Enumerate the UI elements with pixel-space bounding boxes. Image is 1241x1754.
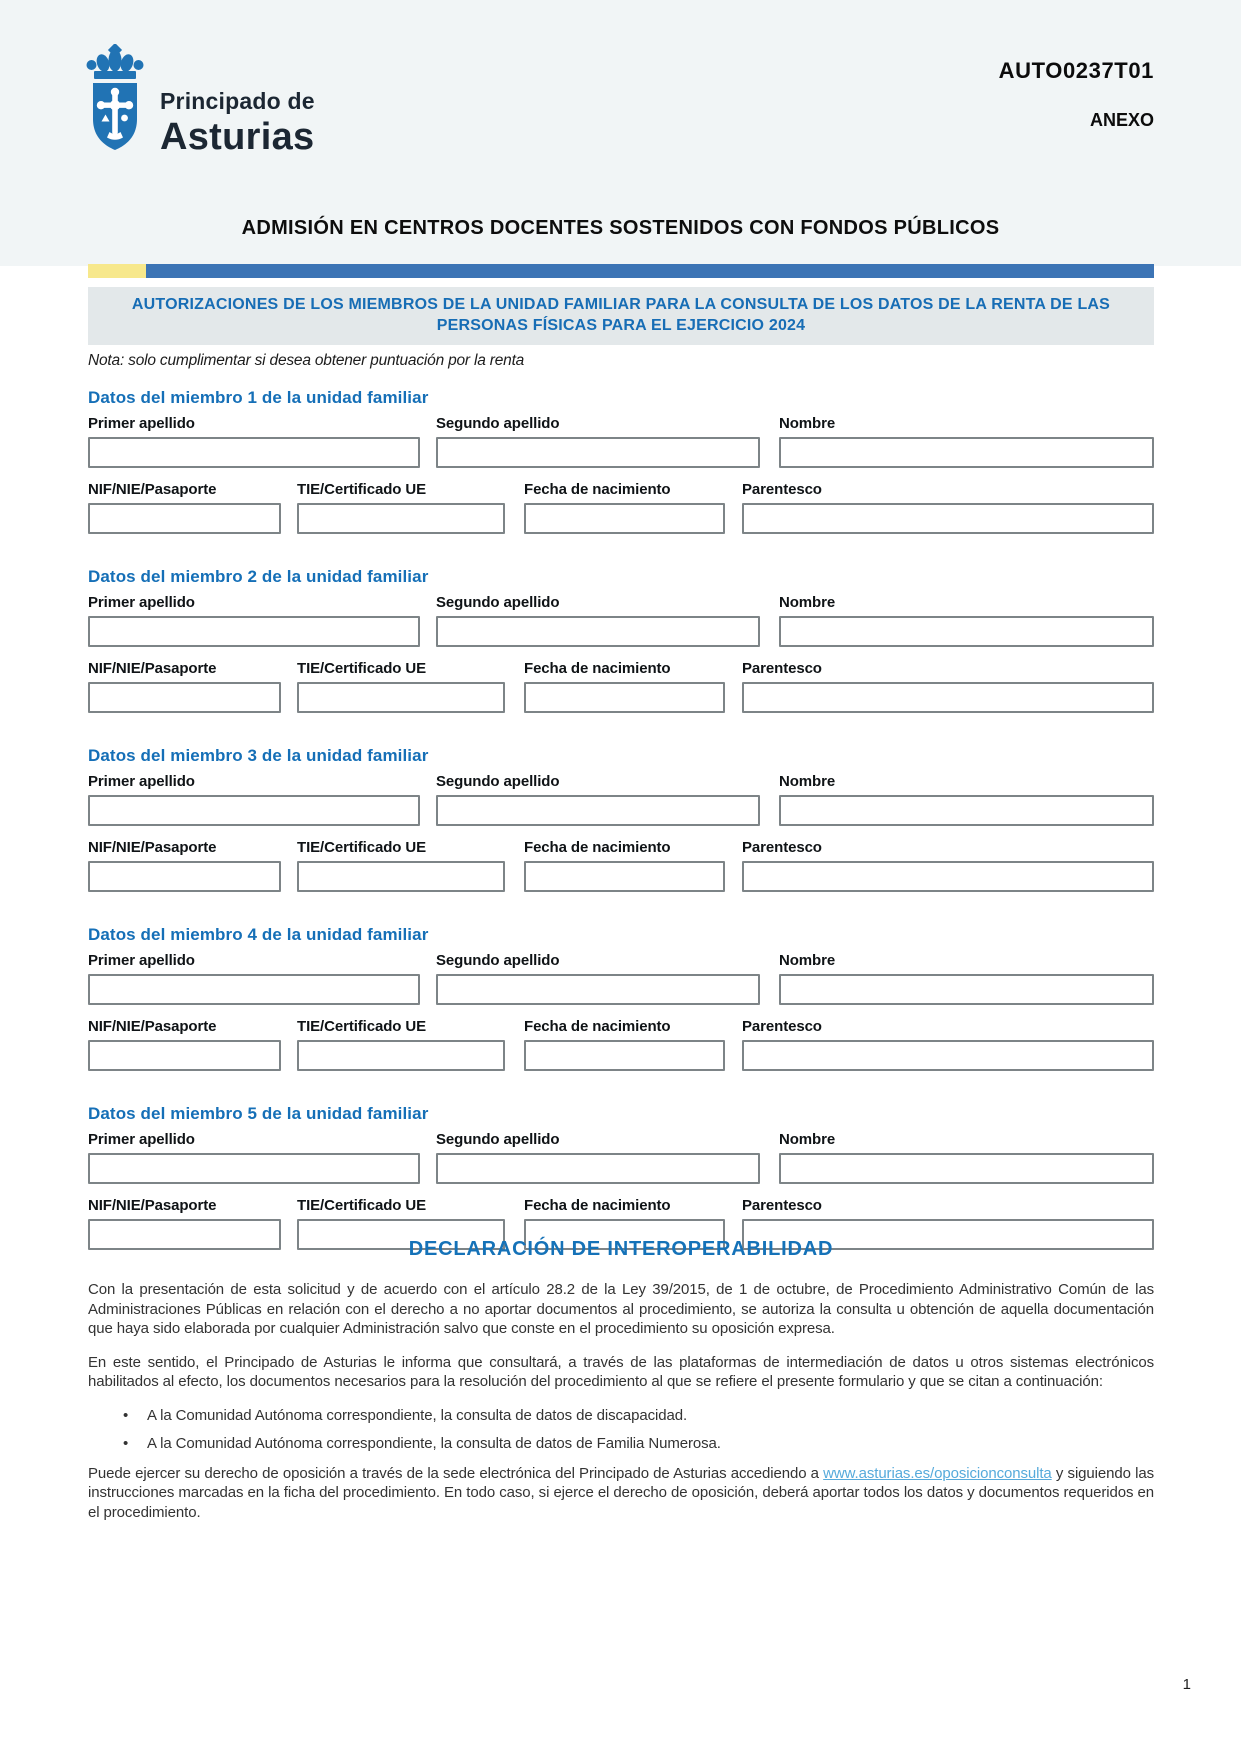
primer-apellido-label: Primer apellido [88, 1131, 195, 1148]
declaration-heading: DECLARACIÓN DE INTEROPERABILIDAD [408, 1238, 834, 1260]
fecha-nacimiento-input[interactable] [524, 503, 725, 534]
tie-certificado-ue-label: TIE/Certificado UE [297, 1197, 427, 1214]
tie-certificado-ue-input[interactable] [297, 682, 505, 713]
field-nombre [779, 1131, 1154, 1184]
segundo-apellido-label: Segundo apellido [436, 415, 560, 432]
field-fecha-nacimiento [524, 481, 725, 534]
nombre-input[interactable] [779, 437, 1154, 468]
segundo-apellido-label: Segundo apellido [436, 773, 560, 790]
tie-certificado-ue-input[interactable] [297, 861, 505, 892]
nombre-input[interactable] [779, 974, 1154, 1005]
field-nif-nie-pasaporte [88, 839, 281, 892]
fecha-nacimiento-label: Fecha de nacimiento [524, 839, 671, 856]
form-code: AUTO0237T01 [998, 58, 1154, 83]
nif-nie-pasaporte-input[interactable] [88, 1040, 281, 1071]
decorative-bar [88, 264, 1154, 278]
field-fecha-nacimiento [524, 660, 725, 713]
field-tie-certificado-ue [297, 839, 505, 892]
field-nombre [779, 594, 1154, 647]
nif-nie-pasaporte-input[interactable] [88, 682, 281, 713]
field-primer-apellido [88, 952, 420, 1005]
primer-apellido-input[interactable] [88, 1153, 420, 1184]
opposition-consultation-link[interactable]: www.asturias.es/oposicionconsulta [823, 1464, 1052, 1482]
field-tie-certificado-ue [297, 1018, 505, 1071]
segundo-apellido-input[interactable] [436, 974, 760, 1005]
asturias-shield-crown-icon [86, 44, 144, 162]
member-row-ids [88, 481, 1154, 534]
parentesco-input[interactable] [742, 1040, 1154, 1071]
member-heading: Datos del miembro 2 de la unidad familiar [88, 567, 429, 586]
nif-nie-pasaporte-label: NIF/NIE/Pasaporte [88, 1018, 217, 1035]
primer-apellido-input[interactable] [88, 795, 420, 826]
fecha-nacimiento-label: Fecha de nacimiento [524, 1018, 671, 1035]
field-nif-nie-pasaporte [88, 481, 281, 534]
segundo-apellido-label: Segundo apellido [436, 1131, 560, 1148]
segundo-apellido-input[interactable] [436, 795, 760, 826]
nombre-label: Nombre [779, 952, 836, 969]
primer-apellido-label: Primer apellido [88, 773, 195, 790]
field-tie-certificado-ue [297, 660, 505, 713]
member-section [88, 567, 1154, 713]
parentesco-input[interactable] [742, 682, 1154, 713]
nombre-input[interactable] [779, 795, 1154, 826]
form-area [88, 388, 1154, 1283]
fecha-nacimiento-label: Fecha de nacimiento [524, 481, 671, 498]
primer-apellido-label: Primer apellido [88, 594, 195, 611]
tie-certificado-ue-input[interactable] [297, 1040, 505, 1071]
primer-apellido-label: Primer apellido [88, 952, 195, 969]
nombre-label: Nombre [779, 415, 836, 432]
nombre-input[interactable] [779, 616, 1154, 647]
declaration-paragraph-1: Con la presentación de esta solicitud y de acuerdo con el artículo 28.2 de la Ley 39/2015, de 1 de octubre, de Procedimiento Administrativo Común de las Administraciones Públicas en relación con el derecho a no aportar documentos al procedimiento, se autoriza la consulta u obtención de aquella documentación que haya sido elaborada por cualquier Administración salvo que conste en el procedimiento su oposición expresa. [88, 1281, 1154, 1337]
member-row-ids [88, 1018, 1154, 1071]
nif-nie-pasaporte-label: NIF/NIE/Pasaporte [88, 839, 217, 856]
parentesco-label: Parentesco [742, 1018, 822, 1035]
bullet-discapacidad [88, 1406, 1154, 1426]
bullet-familia-numerosa [88, 1434, 1154, 1454]
parentesco-input[interactable] [742, 503, 1154, 534]
nif-nie-pasaporte-label: NIF/NIE/Pasaporte [88, 1197, 217, 1214]
tie-certificado-ue-label: TIE/Certificado UE [297, 481, 427, 498]
segundo-apellido-label: Segundo apellido [436, 952, 560, 969]
primer-apellido-input[interactable] [88, 974, 420, 1005]
member-heading: Datos del miembro 5 de la unidad familiar [88, 1104, 429, 1123]
segundo-apellido-input[interactable] [436, 437, 760, 468]
member-row-names [88, 773, 1154, 826]
field-fecha-nacimiento [524, 839, 725, 892]
nif-nie-pasaporte-input[interactable] [88, 503, 281, 534]
primer-apellido-input[interactable] [88, 616, 420, 647]
logo-wordmark-line1: Principado de [160, 88, 315, 114]
tie-certificado-ue-label: TIE/Certificado UE [297, 839, 427, 856]
parentesco-label: Parentesco [742, 1197, 822, 1214]
parentesco-input[interactable] [742, 861, 1154, 892]
field-primer-apellido [88, 773, 420, 826]
segundo-apellido-input[interactable] [436, 1153, 760, 1184]
field-nif-nie-pasaporte [88, 660, 281, 713]
member-section [88, 388, 1154, 534]
bullet-marker: • [123, 1435, 129, 1452]
member-row-names [88, 952, 1154, 1005]
tie-certificado-ue-input[interactable] [297, 503, 505, 534]
form-code-block [999, 58, 1154, 131]
field-segundo-apellido [436, 415, 760, 468]
fecha-nacimiento-label: Fecha de nacimiento [524, 1197, 671, 1214]
nombre-label: Nombre [779, 773, 836, 790]
bullet-discapacidad-text: A la Comunidad Autónoma correspondiente, la consulta de datos de discapacidad. [147, 1406, 688, 1424]
member-heading: Datos del miembro 4 de la unidad familiar [88, 925, 429, 944]
field-parentesco [742, 839, 1154, 892]
segundo-apellido-label: Segundo apellido [436, 594, 560, 611]
nombre-label: Nombre [779, 1131, 836, 1148]
member-row-ids [88, 660, 1154, 713]
field-nombre [779, 773, 1154, 826]
member-row-names [88, 1131, 1154, 1184]
field-fecha-nacimiento [524, 1018, 725, 1071]
field-nif-nie-pasaporte [88, 1018, 281, 1071]
declaration-paragraph-3 [88, 1464, 1154, 1523]
member-heading: Datos del miembro 3 de la unidad familiar [88, 746, 429, 765]
nif-nie-pasaporte-label: NIF/NIE/Pasaporte [88, 481, 217, 498]
authorizations-banner-text: AUTORIZACIONES DE LOS MIEMBROS DE LA UNIDAD FAMILIAR PARA LA CONSULTA DE LOS DATOS DE LA RENTA DE LAS PERSONAS FÍSICAS PARA EL EJERCICIO 2024 [131, 296, 1111, 335]
member-section [88, 746, 1154, 892]
member-heading: Datos del miembro 1 de la unidad familiar [88, 388, 429, 407]
bullet-marker: • [123, 1406, 129, 1424]
bullet-familia-numerosa-text: A la Comunidad Autónoma correspondiente, la consulta de datos de Familia Numerosa. [147, 1435, 721, 1452]
primer-apellido-input[interactable] [88, 437, 420, 468]
parentesco-label: Parentesco [742, 660, 822, 677]
annex-label: ANEXO [1089, 110, 1154, 130]
member-row-names [88, 594, 1154, 647]
fecha-nacimiento-label: Fecha de nacimiento [524, 660, 671, 677]
field-parentesco [742, 1018, 1154, 1071]
declaration-bullet-list [88, 1406, 1154, 1454]
logo-wordmark-line2: Asturias [160, 116, 315, 158]
logo-wordmark [160, 90, 315, 156]
declaration-paragraph-2: En este sentido, el Principado de Asturias le informa que consultará, a través de las plataformas de intermediación de datos u otros sistemas electrónicos habilitados al efecto, los documentos necesarios para la resolución del procedimiento al que se refiere el presente formulario y que se citan a continuación: [88, 1353, 1154, 1390]
fecha-nacimiento-input[interactable] [524, 1040, 725, 1071]
field-nombre [779, 415, 1154, 468]
member-section [88, 925, 1154, 1071]
opposition-text-before: Puede ejercer su derecho de oposición a través de la sede electrónica del Principado de Asturias accediendo a [88, 1464, 824, 1482]
segundo-apellido-input[interactable] [436, 616, 760, 647]
field-primer-apellido [88, 1131, 420, 1184]
asturias-logo [86, 44, 315, 162]
field-primer-apellido [88, 594, 420, 647]
page-number: 1 [1182, 1676, 1191, 1693]
field-segundo-apellido [436, 1131, 760, 1184]
nif-nie-pasaporte-label: NIF/NIE/Pasaporte [88, 660, 217, 677]
tie-certificado-ue-label: TIE/Certificado UE [297, 1018, 427, 1035]
nif-nie-pasaporte-input[interactable] [88, 861, 281, 892]
interoperability-declaration [88, 1238, 1154, 1536]
member-row-ids [88, 839, 1154, 892]
field-nombre [779, 952, 1154, 1005]
nombre-label: Nombre [779, 594, 836, 611]
field-segundo-apellido [436, 773, 760, 826]
authorizations-banner [88, 287, 1154, 345]
parentesco-label: Parentesco [742, 839, 822, 856]
field-parentesco [742, 481, 1154, 534]
tie-certificado-ue-label: TIE/Certificado UE [297, 660, 427, 677]
nombre-input[interactable] [779, 1153, 1154, 1184]
field-parentesco [742, 660, 1154, 713]
field-segundo-apellido [436, 594, 760, 647]
field-tie-certificado-ue [297, 481, 505, 534]
decorative-bar-yellow [88, 264, 146, 278]
member-row-names [88, 415, 1154, 468]
field-primer-apellido [88, 415, 420, 468]
document-title: ADMISIÓN EN CENTROS DOCENTES SOSTENIDOS CON FONDOS PÚBLICOS [241, 217, 1000, 239]
field-segundo-apellido [436, 952, 760, 1005]
parentesco-label: Parentesco [742, 481, 822, 498]
fecha-nacimiento-input[interactable] [524, 682, 725, 713]
decorative-bar-blue [146, 264, 1154, 278]
note-text: Nota: solo cumplimentar si desea obtener puntuación por la renta [88, 352, 525, 369]
member-section [88, 1104, 1154, 1250]
primer-apellido-label: Primer apellido [88, 415, 195, 432]
fecha-nacimiento-input[interactable] [524, 861, 725, 892]
opposition-text-after: y siguiendo las instrucciones marcadas en la ficha del procedimiento. En todo caso, si ejerce el derecho de oposición, deberá aportar todos los datos y documentos requeridos en el procedimiento. [88, 1464, 1154, 1521]
